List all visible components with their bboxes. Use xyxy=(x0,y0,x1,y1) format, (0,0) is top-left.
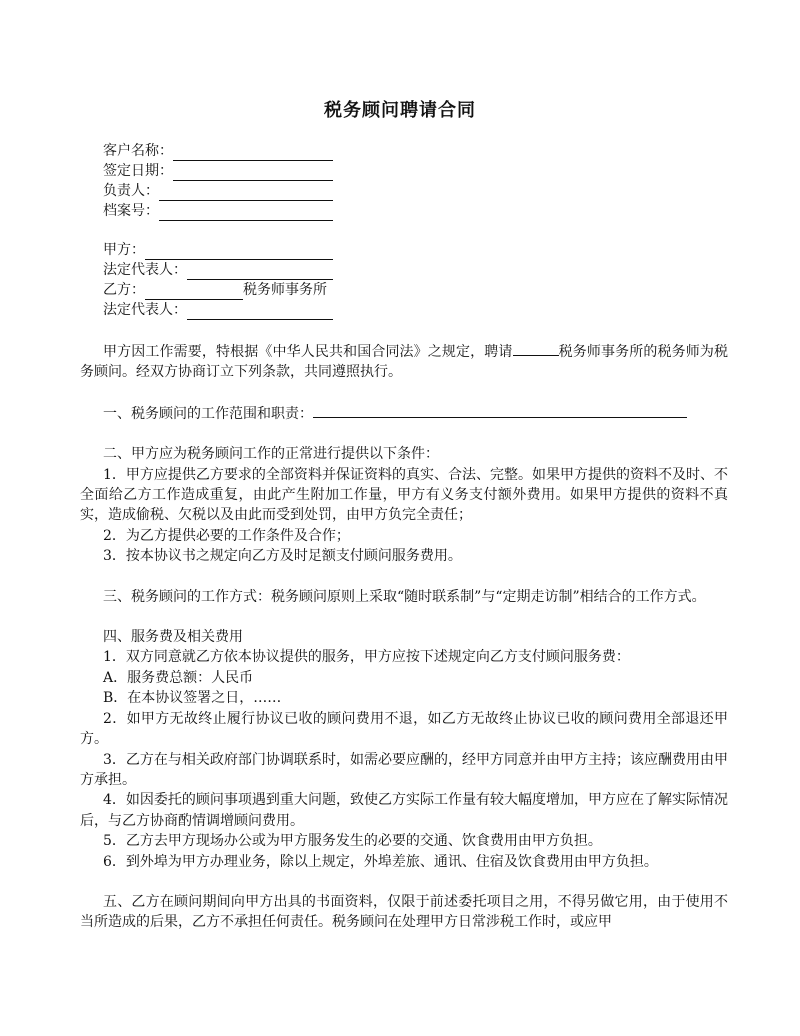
section-2-item: 1．甲方应提供乙方要求的全部资料并保证资料的真实、合法、完整。如果甲方提供的资料不及时、不全面给乙方工作造成重复，由此产生附加工作量，甲方有义务支付额外费用。如果甲方提供的资料不真实，造成偷税、欠税以及由此而受到处罚，由甲方负完全责任； xyxy=(80,466,728,524)
section-1-heading: 一、税务顾问的工作范围和职责： xyxy=(103,405,313,422)
field-row-sign-date xyxy=(103,161,333,181)
blank-line xyxy=(173,165,333,181)
section-4-item: 2．如甲方无故终止履行协议已收的顾问费用不退，如乙方无故终止协议已收的顾问费用全部退还甲方。 xyxy=(80,710,728,748)
section-3: 三、税务顾问的工作方式：税务顾问原则上采取“随时联系制”与“定期走访制”相结合的工作方式。 xyxy=(103,588,706,605)
section-2-heading: 二、甲方应为税务顾问工作的正常进行提供以下条件： xyxy=(103,446,439,463)
field-row-party-a xyxy=(103,240,333,260)
field-suffix: 税务师事务所 xyxy=(243,282,327,298)
blank-line xyxy=(159,205,333,221)
section-4-heading: 四、服务费及相关费用 xyxy=(103,629,243,646)
blank-line xyxy=(159,185,333,201)
field-label: 档案号： xyxy=(103,203,159,219)
party-fields xyxy=(103,240,333,320)
contract-body xyxy=(80,341,728,933)
field-label: 签定日期： xyxy=(103,163,173,179)
section-2-item: 2．为乙方提供必要的工作条件及合作； xyxy=(103,527,350,544)
intro-paragraph xyxy=(80,341,728,383)
field-row-file-number xyxy=(103,201,333,221)
field-label: 负责人： xyxy=(103,183,159,199)
blank-line xyxy=(313,403,687,418)
section-4-item: A．服务费总额：人民币 xyxy=(103,669,254,686)
document-title: 税务顾问聘请合同 xyxy=(324,100,476,121)
section-2-item: 3．按本协议书之规定向乙方及时足额支付顾问服务费用。 xyxy=(103,548,462,565)
blank-line xyxy=(187,264,333,280)
field-row-client-name xyxy=(103,141,333,161)
blank-line xyxy=(513,341,559,356)
field-label: 法定代表人： xyxy=(103,262,187,278)
section-4-item: 5．乙方去甲方现场办公或为甲方服务发生的必要的交通、饮食费用由甲方负担。 xyxy=(103,833,602,850)
field-label: 法定代表人： xyxy=(103,302,187,318)
header-fields xyxy=(103,141,333,221)
section-4-item: B．在本协议签署之日，…… xyxy=(103,690,282,707)
section-5: 五、乙方在顾问期间向甲方出具的书面资料，仅限于前述委托项目之用，不得另做它用，由于使用不当所造成的后果，乙方不承担任何责任。税务顾问在处理甲方日常涉税工作时，或应甲 xyxy=(80,893,728,931)
field-row-party-a-rep xyxy=(103,260,333,280)
section-4-item: 3．乙方在与相关政府部门协调联系时，如需必要应酬的，经甲方同意并由甲方主持；该应酬费用由甲方承担。 xyxy=(80,751,728,788)
section-4-item: 1．双方同意就乙方依本协议提供的服务，甲方应按下述规定向乙方支付顾问服务费： xyxy=(103,649,630,666)
intro-text-1: 甲方因工作需要，特根据《中华人民共和国合同法》之规定，聘请 xyxy=(103,344,513,360)
field-row-party-b xyxy=(103,280,333,300)
field-label: 甲方： xyxy=(103,242,145,258)
field-label: 乙方： xyxy=(103,282,145,298)
intro-text-2: 税务师事务所的税务师为税务顾问。经双方协商订立下列条款，共同遵照执行。 xyxy=(80,344,729,381)
blank-line xyxy=(145,284,243,300)
section-1 xyxy=(80,403,728,424)
section-4-item: 6．到外埠为甲方办理业务，除以上规定，外埠差旅、通讯、住宿及饮食费用由甲方负担。 xyxy=(103,853,658,870)
blank-line xyxy=(145,244,333,260)
field-row-manager xyxy=(103,181,333,201)
blank-line xyxy=(187,304,333,320)
section-4-item: 4．如因委托的顾问事项遇到重大问题，致使乙方实际工作量有较大幅度增加，甲方应在了解实际情况后，与乙方协商酌情调增顾问费用。 xyxy=(80,792,728,829)
blank-line xyxy=(173,145,333,161)
field-label: 客户名称： xyxy=(103,143,173,159)
field-row-party-b-rep xyxy=(103,300,333,320)
